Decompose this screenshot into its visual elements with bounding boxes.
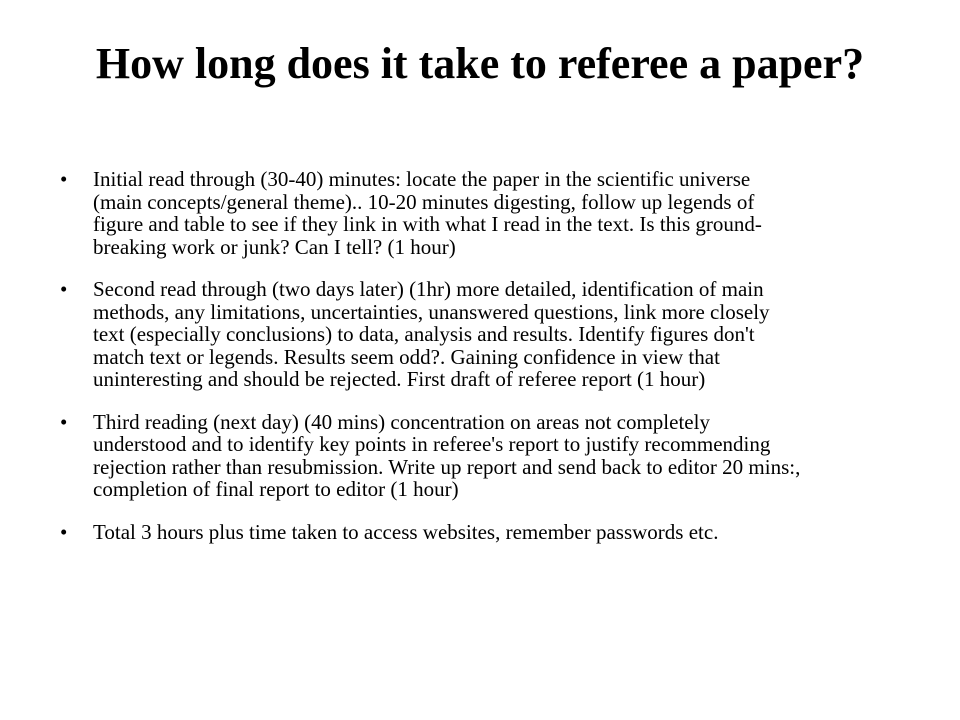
bullet-line: figure and table to see if they link in with what I read in the text. Is this ground- <box>93 212 762 236</box>
bullet-line: completion of final report to editor (1 hour) <box>93 477 459 501</box>
bullet-item-second-read <box>60 278 860 391</box>
bullet-line: Third reading (next day) (40 mins) concentration on areas not completely <box>93 409 710 434</box>
bullet-line: understood and to identify key points in referee's report to justify recommending <box>93 432 771 456</box>
bullet-line: uninteresting and should be rejected. First draft of referee report (1 hour) <box>93 367 706 391</box>
bullet-marker: • <box>60 519 68 544</box>
bullet-item-third-reading <box>60 411 860 501</box>
bullet-item-total <box>60 521 860 544</box>
bullet-line: text (especially conclusions) to data, analysis and results. Identify figures don't <box>93 322 755 346</box>
bullet-line: Initial read through (30-40) minutes: locate the paper in the scientific universe <box>93 167 751 191</box>
bullet-line: methods, any limitations, uncertainties, unanswered questions, link more closely <box>93 299 770 324</box>
bullet-line: rejection rather than resubmission. Write up report and send back to editor 20 mins:, <box>93 454 801 479</box>
bullet-marker: • <box>60 277 68 301</box>
bullet-list <box>60 168 860 563</box>
bullet-line: (main concepts/general theme).. 10-20 minutes digesting, follow up legends of <box>93 189 755 214</box>
bullet-line: Total 3 hours plus time taken to access websites, remember passwords etc. <box>93 519 719 544</box>
bullet-marker: • <box>60 167 68 191</box>
bullet-item-initial-read <box>60 168 860 258</box>
slide-title: How long does it take to referee a paper? <box>95 39 865 88</box>
bullet-line: match text or legends. Results seem odd?. Gaining confidence in view that <box>93 344 720 369</box>
bullet-line: Second read through (two days later) (1hr) more detailed, identification of main <box>93 277 764 301</box>
bullet-line: breaking work or junk? Can I tell? (1 hour) <box>93 234 456 259</box>
bullet-marker: • <box>60 409 68 434</box>
